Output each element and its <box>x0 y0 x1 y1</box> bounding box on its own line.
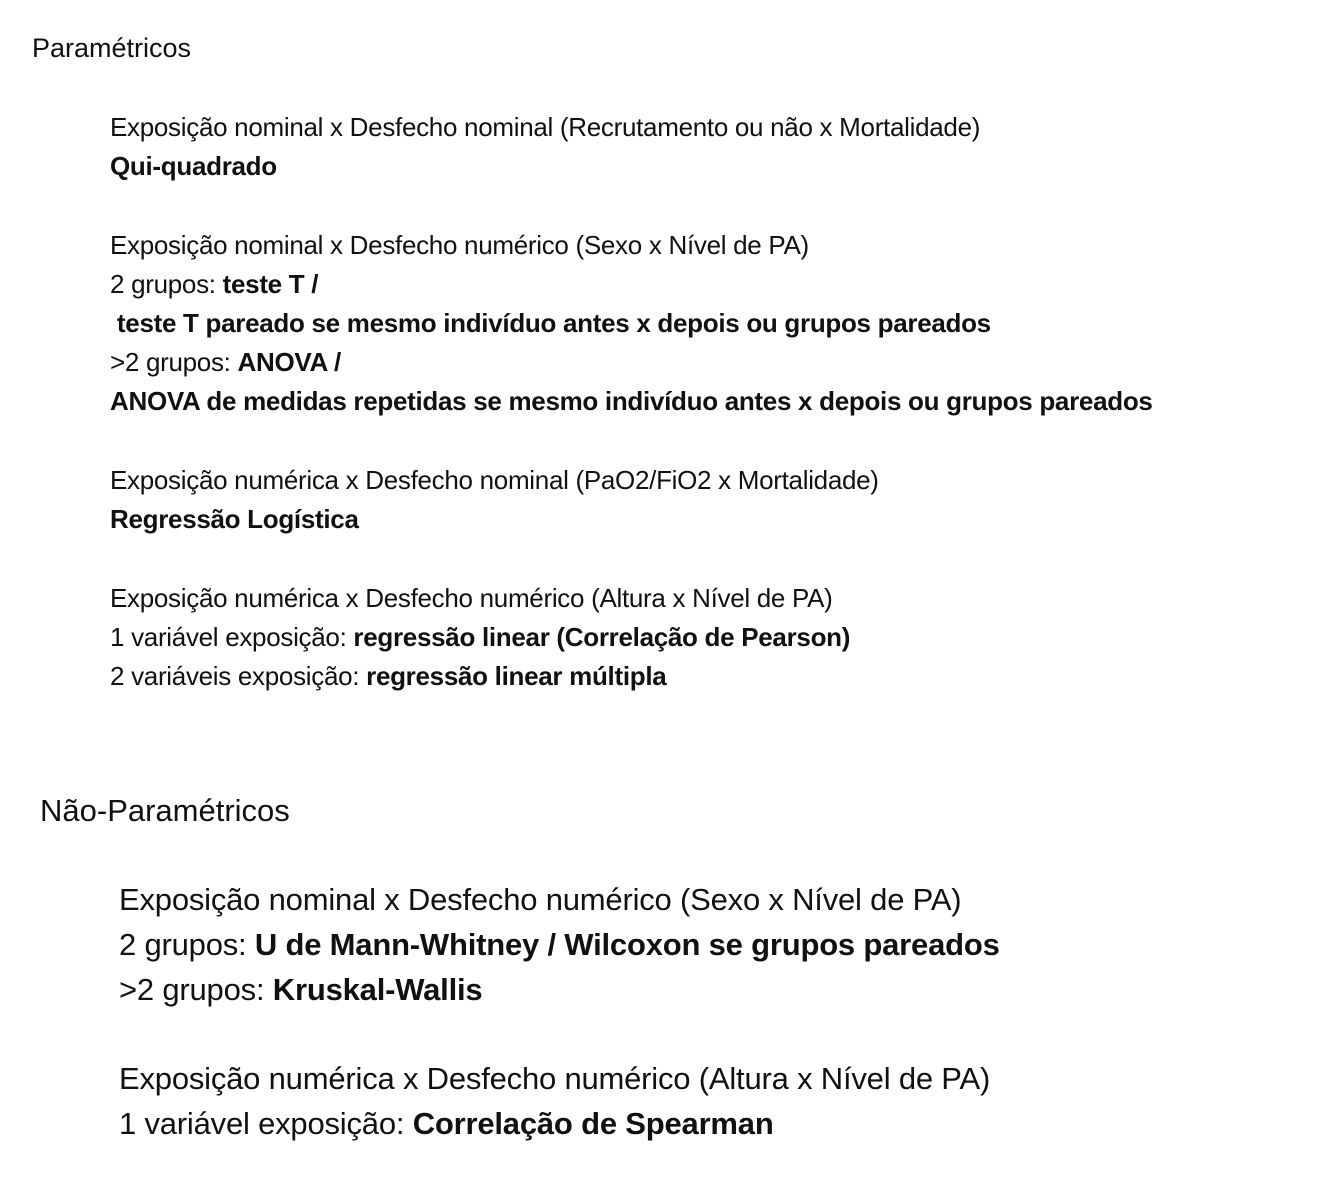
nonparam-block-2-title: Exposição numérica x Desfecho numérico (Altura x Nível de PA) <box>119 1061 991 1096</box>
variable-label: 2 variáveis exposição: <box>110 661 367 691</box>
param-block-2-line-4 <box>110 347 341 378</box>
nonparam-block-1-title: Exposição nominal x Desfecho numérico (Sexo x Nível de PA) <box>119 882 962 917</box>
nonparam-block-1-line-3 <box>119 972 482 1008</box>
test-name: Kruskal-Wallis <box>272 972 483 1007</box>
test-name: Regressão Logística <box>110 504 359 534</box>
test-name: ANOVA / <box>237 347 341 377</box>
variable-label: 1 variável exposição: <box>119 1106 413 1141</box>
nonparam-block-2-line-2 <box>119 1106 774 1142</box>
param-block-2-line-5 <box>110 386 1153 417</box>
param-block-2-line-3 <box>110 308 991 339</box>
param-block-3-title: Exposição numérica x Desfecho nominal (PaO2/FiO2 x Mortalidade) <box>110 465 879 495</box>
param-block-3-test <box>110 504 359 535</box>
group-label: 2 grupos: <box>119 927 255 962</box>
variable-label: 1 variável exposição: <box>110 622 354 652</box>
test-name: Qui-quadrado <box>110 151 277 181</box>
test-name: Correlação de Spearman <box>412 1106 774 1141</box>
param-block-2-line-2 <box>110 269 318 300</box>
param-block-2-title: Exposição nominal x Desfecho numérico (Sexo x Nível de PA) <box>110 230 809 260</box>
test-name: U de Mann-Whitney / Wilcoxon se grupos pareados <box>254 927 1000 962</box>
param-block-1-title: Exposição nominal x Desfecho nominal (Recrutamento ou não x Mortalidade) <box>110 112 981 142</box>
param-block-4-line-3 <box>110 661 666 692</box>
param-block-4-title: Exposição numérica x Desfecho numérico (Altura x Nível de PA) <box>110 583 833 613</box>
section-heading-parametricos: Paramétricos <box>32 33 192 63</box>
test-name: regressão linear (Correlação de Pearson) <box>353 622 851 652</box>
test-name: ANOVA de medidas repetidas se mesmo indivíduo antes x depois ou grupos pareados <box>110 386 1153 416</box>
param-block-1-test <box>110 151 277 182</box>
nonparam-block-1-line-2 <box>119 927 1000 963</box>
section-heading-nao-parametricos: Não-Paramétricos <box>40 793 290 828</box>
test-name: teste T pareado se mesmo indivíduo antes x depois ou grupos pareados <box>110 308 991 338</box>
test-name: teste T / <box>222 269 319 299</box>
group-label: 2 grupos: <box>110 269 223 299</box>
param-block-4-line-2 <box>110 622 850 653</box>
test-name: regressão linear múltipla <box>366 661 667 691</box>
group-label: >2 grupos: <box>119 972 273 1007</box>
group-label: >2 grupos: <box>110 347 238 377</box>
